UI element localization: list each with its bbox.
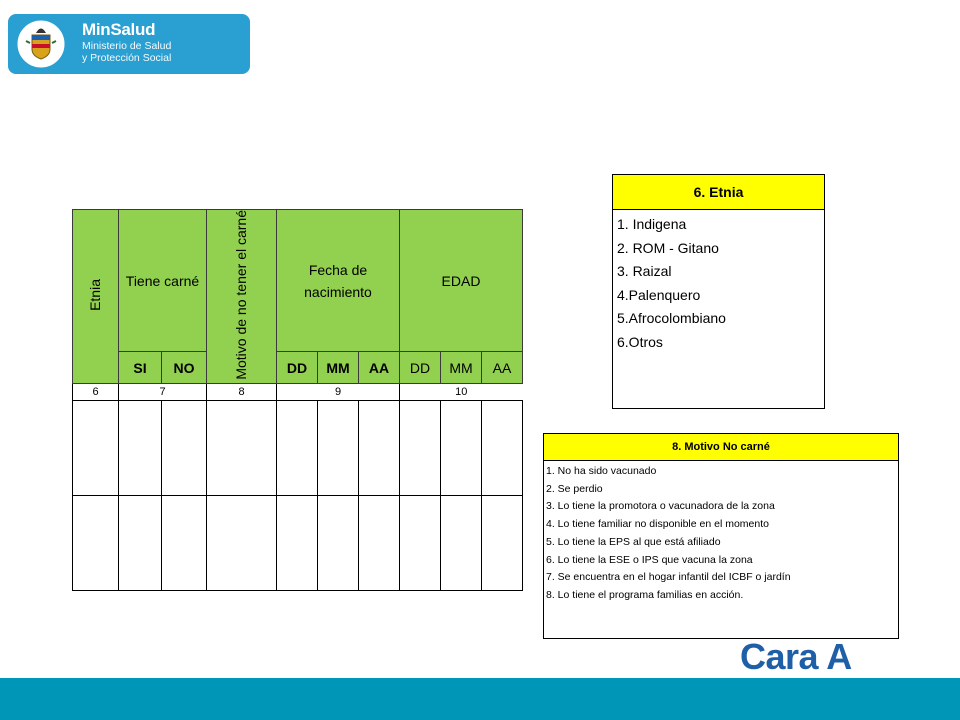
entry-cell[interactable] [359,495,400,590]
list-item: 5. Lo tiene la EPS al que está afiliado [546,535,721,548]
minsalud-logo [8,14,250,74]
brand-text [82,20,171,64]
entry-cell[interactable] [441,495,482,590]
subheader-mm: MM [318,352,359,383]
table-row [73,495,523,590]
column-number: 9 [277,383,400,400]
list-item: 2. Se perdio [546,482,603,495]
list-item: 6. Lo tiene la ESE o IPS que vacuna la zona [546,553,753,566]
motivo-legend-title: 8. Motivo No carné [544,434,898,461]
list-item: 3. Raizal [617,263,672,279]
list-item: 2. ROM - Gitano [617,239,719,256]
brand-name: MinSalud [82,20,156,39]
footer-bar [0,678,960,720]
list-item: 7. Se encuentra en el hogar infantil del ICBF o jardín [546,571,791,584]
vaccination-form-table [72,209,523,591]
entry-cell[interactable] [318,495,359,590]
header-etnia: Etnia [73,210,119,384]
header-motivo: Motivo de no tener el carné [207,210,277,384]
etnia-legend [612,174,825,409]
column-number: 8 [207,383,277,400]
subheader-aa: AA [359,352,400,383]
subheader-edad-aa: AA [482,352,523,383]
brand-line1: Ministerio de Salud [82,40,172,52]
entry-cell[interactable] [359,400,400,495]
list-item: 8. Lo tiene el programa familias en acción. [546,588,744,601]
entry-cell[interactable] [277,495,318,590]
side-label: Cara A [740,636,852,677]
entry-cell[interactable] [318,400,359,495]
entry-cell[interactable] [207,400,277,495]
entry-cell[interactable] [119,495,162,590]
list-item: 3. Lo tiene la promotora o vacunadora de la zona [546,500,775,513]
subheader-si: SI [119,352,162,383]
entry-cell[interactable] [119,400,162,495]
motivo-legend [543,433,899,639]
list-item: 1. Indigena [617,216,687,232]
coat-of-arms-icon [12,15,70,73]
subheader-edad-dd: DD [400,352,441,383]
subheader-edad-mm: MM [441,352,482,383]
entry-cell[interactable] [441,400,482,495]
entry-cell[interactable] [73,495,119,590]
list-item: 4.Palenquero [617,286,701,303]
etnia-legend-title: 6. Etnia [613,175,824,210]
header-tiene-carne: Tiene carné [119,210,207,352]
subheader-dd: DD [277,352,318,383]
column-number: 7 [119,383,207,400]
list-item: 1. No ha sido vacunado [546,465,657,477]
entry-cell[interactable] [73,400,119,495]
subheader-no: NO [162,352,207,383]
entry-cell[interactable] [162,400,207,495]
list-item: 6.Otros [617,333,663,350]
list-item: 5.Afrocolombiano [617,310,726,326]
etnia-legend-list [613,210,824,354]
entry-cell[interactable] [482,400,523,495]
entry-cell[interactable] [207,495,277,590]
entry-cell[interactable] [400,495,441,590]
motivo-legend-list [544,461,898,605]
table-row [73,400,523,495]
entry-cell[interactable] [162,495,207,590]
brand-line2: y Protección Social [82,52,172,64]
entry-cell[interactable] [277,400,318,495]
header-edad: EDAD [400,210,523,352]
header-fecha-nacimiento: Fecha de nacimiento [277,210,400,352]
column-number: 10 [400,383,523,400]
column-number: 6 [73,383,119,400]
entry-cell[interactable] [400,400,441,495]
list-item: 4. Lo tiene familiar no disponible en el momento [546,518,769,531]
entry-cell[interactable] [482,495,523,590]
